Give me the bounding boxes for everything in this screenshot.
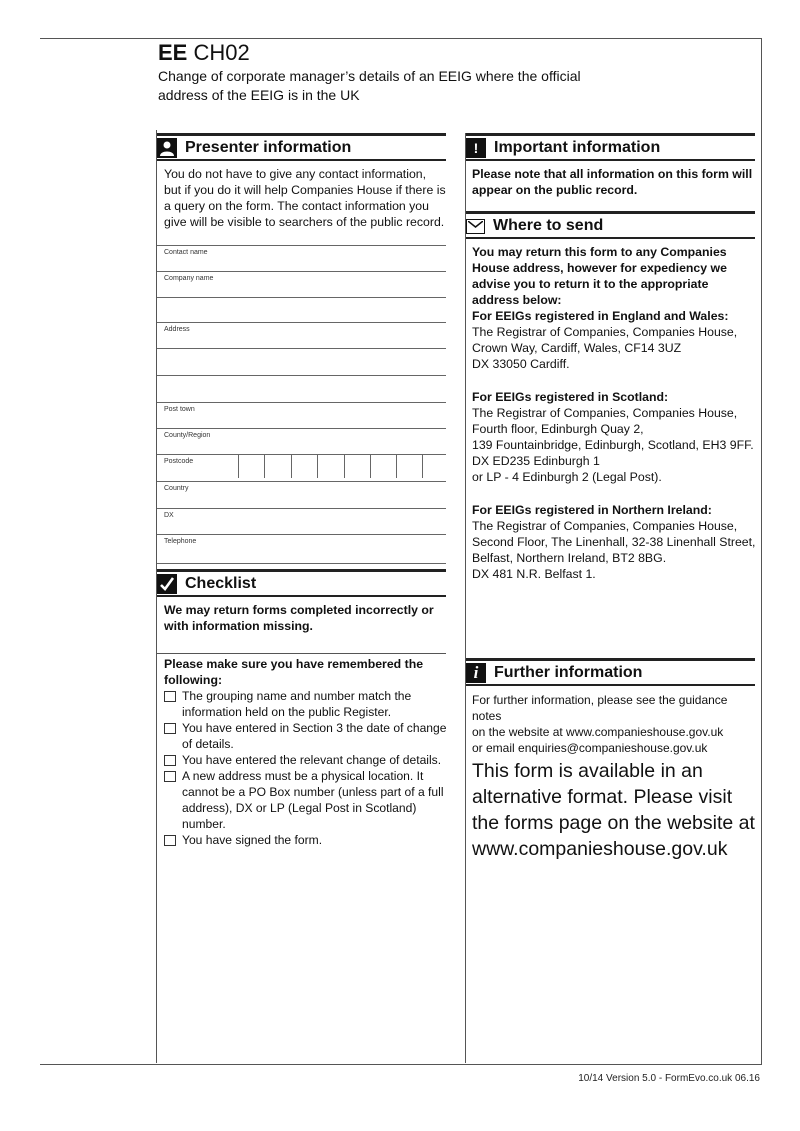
where-to-send-header-rule [466, 237, 755, 239]
footer-version: 10/14 Version 5.0 - FormEvo.co.uk 06.16 [578, 1073, 760, 1084]
postcode-box[interactable] [291, 454, 314, 478]
important-header-rule [466, 159, 755, 161]
dx-field[interactable] [157, 508, 446, 534]
where-to-send-title: Where to send [493, 217, 604, 234]
country-label: Country [164, 485, 189, 492]
checkbox[interactable] [164, 771, 176, 782]
post-town-field[interactable] [157, 402, 446, 428]
postcode-label: Postcode [164, 458, 194, 465]
important-title: Important information [494, 139, 661, 156]
address-line: The Registrar of Companies, Companies House, [472, 406, 738, 420]
checklist-item: The grouping name and number match the information held on the public Register. [164, 688, 452, 720]
form-code-prefix: EE [158, 40, 188, 65]
postcode-box[interactable] [238, 454, 261, 478]
county-field[interactable] [157, 428, 446, 454]
further-info-section-header [466, 658, 755, 685]
fields-bottom-rule [157, 563, 446, 564]
country-field[interactable] [157, 481, 446, 507]
telephone-label: Telephone [164, 538, 197, 545]
checklist-item: A new address must be a physical location. It cannot be a PO Box number (unless part of a full address), DX or LP (Legal Post in Scotland) number. [164, 768, 452, 832]
address-line: Second Floor, The Linenhall, 32-38 Linenhall Street, [472, 535, 756, 549]
address-line: 139 Fountainbridge, Edinburgh, Scotland, EH3 9FF. [472, 438, 754, 452]
presenter-header-rule [157, 159, 446, 161]
county-label: County/Region [164, 432, 211, 439]
address-field[interactable] [157, 322, 446, 348]
checklist-prompt: Please make sure you have remembered the following: [164, 657, 424, 687]
form-title [158, 40, 250, 66]
address-line: or LP - 4 Edinburgh 2 (Legal Post). [472, 470, 662, 484]
postcode-box[interactable] [396, 454, 419, 478]
address-line: Crown Way, Cardiff, Wales, CF14 3UZ [472, 341, 682, 355]
ni-heading: For EEIGs registered in Northern Ireland: [472, 503, 712, 517]
alternative-format-notice: This form is available in an alternative format. Please visit the forms page on the website at www.companieshouse.gov.uk [472, 760, 755, 860]
address-line: The Registrar of Companies, Companies House, [472, 519, 738, 533]
where-to-send-intro: You may return this form to any Companies House address, however for expediency we advise you to return it to the appropriate address below: [472, 245, 727, 307]
further-info-line: For further information, please see the guidance notes [472, 693, 728, 723]
envelope-icon [466, 219, 485, 234]
checkbox[interactable] [164, 835, 176, 846]
address-line-2[interactable] [157, 348, 446, 374]
checkmark-icon [157, 574, 177, 594]
company-name-line-2[interactable] [157, 297, 446, 323]
checklist-header-rule [157, 595, 446, 597]
company-name-field[interactable] [157, 271, 446, 297]
address-line: DX 481 N.R. Belfast 1. [472, 567, 596, 581]
checklist-item: You have signed the form. [164, 832, 452, 848]
checklist-section-header [157, 569, 446, 596]
further-info-header-rule [466, 684, 755, 686]
dx-label: DX [164, 512, 174, 519]
address-line-3[interactable] [157, 375, 446, 401]
bottom-rule [40, 1064, 762, 1065]
middle-column-rule [465, 133, 466, 1063]
form-code: CH02 [193, 40, 250, 65]
telephone-field[interactable] [157, 534, 446, 560]
presenter-intro: You do not have to give any contact information, but if you do it will help Companies House if there is a query on the form. The contact information you give will be visible to searchers of the public record. [164, 167, 446, 229]
top-rule [40, 38, 762, 39]
checklist-warning: We may return forms completed incorrectly or with information missing. [164, 603, 434, 633]
postcode-box[interactable] [264, 454, 287, 478]
england-heading: For EEIGs registered in England and Wales: [472, 309, 729, 323]
important-text: Please note that all information on this form will appear on the public record. [472, 167, 753, 197]
scotland-address-block [472, 389, 758, 485]
checkbox[interactable] [164, 691, 176, 702]
postcode-box[interactable] [370, 454, 393, 478]
england-address-block [472, 308, 758, 372]
form-subtitle: Change of corporate manager’s details of an EEIG where the official address of the EEIG is in the UK [158, 68, 581, 103]
checklist-items [164, 688, 452, 848]
postcode-box[interactable] [317, 454, 340, 478]
address-line: Belfast, Northern Ireland, BT2 8BG. [472, 551, 667, 565]
company-name-label: Company name [164, 275, 214, 282]
address-line: Fourth floor, Edinburgh Quay 2, [472, 422, 644, 436]
further-info-title: Further information [494, 664, 643, 681]
further-info-text [472, 692, 758, 756]
post-town-label: Post town [164, 406, 195, 413]
person-icon [157, 138, 177, 158]
contact-name-field[interactable] [157, 245, 446, 271]
info-icon: i [466, 663, 486, 683]
checkbox[interactable] [164, 755, 176, 766]
important-section-header [466, 133, 755, 160]
exclamation-icon: ! [466, 138, 486, 158]
checklist-item: You have entered in Section 3 the date of change of details. [164, 720, 452, 752]
address-line: DX 33050 Cardiff. [472, 357, 570, 371]
where-to-send-section-header [466, 211, 755, 238]
address-line: DX ED235 Edinburgh 1 [472, 454, 600, 468]
postcode-box[interactable] [422, 454, 445, 478]
right-frame [761, 38, 762, 1065]
checklist-item: You have entered the relevant change of details. [164, 752, 452, 768]
presenter-section-header [157, 133, 446, 160]
checklist-title: Checklist [185, 575, 257, 592]
ni-address-block [472, 502, 758, 582]
scotland-heading: For EEIGs registered in Scotland: [472, 390, 669, 404]
checklist-divider [157, 653, 446, 654]
further-info-line: on the website at www.companieshouse.gov.uk [472, 725, 724, 739]
contact-name-label: Contact name [164, 249, 208, 256]
presenter-title: Presenter information [185, 139, 352, 156]
address-line: The Registrar of Companies, Companies House, [472, 325, 738, 339]
address-label: Address [164, 326, 190, 333]
further-info-line: or email enquiries@companieshouse.gov.uk [472, 741, 708, 755]
checkbox[interactable] [164, 723, 176, 734]
postcode-box[interactable] [344, 454, 367, 478]
